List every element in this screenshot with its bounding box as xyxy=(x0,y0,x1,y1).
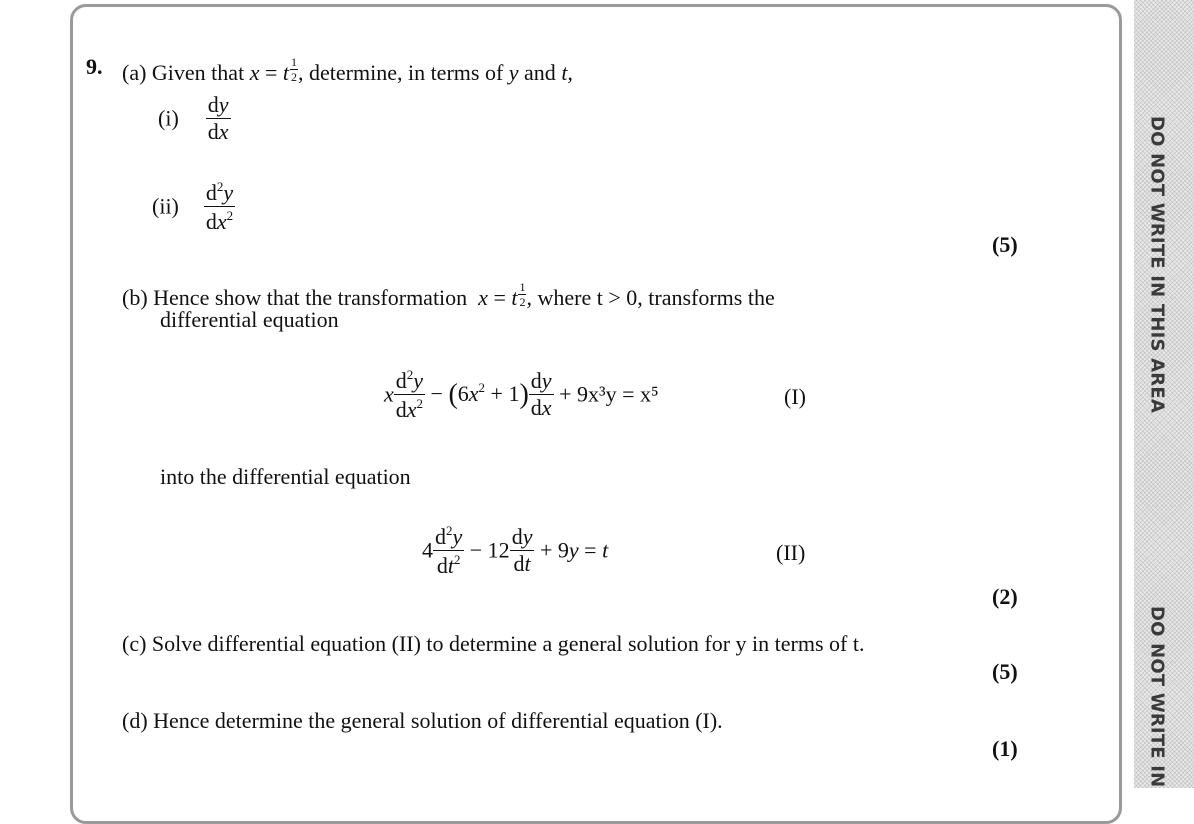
question-number: 9. xyxy=(86,54,103,79)
equation-2: 4 $\frac{d^2y}{dt^2}$ − 12 $\frac{dy}{dt}$ + 9y = t xyxy=(422,523,609,578)
part-c: (c) Solve differential equation (II) to determine a general solution for y in terms of t. xyxy=(122,631,865,656)
equation-2-label: (II) xyxy=(776,540,806,565)
half-exponent: $\frac{1}{2}$ xyxy=(291,55,297,84)
part-a-marks: (5) xyxy=(992,232,1018,257)
equation-1: x $\frac{d^2y}{dx^2}$ − $(6x^2 + 1)$ $\frac{dy}{dx}$ + 9x³y = x⁵ xyxy=(384,367,659,422)
part-a-stem: (a) Given that x = t $\frac{1}{2}$ , determine, in terms of y and t, xyxy=(122,55,573,85)
part-b-line1: (b) Hence show that the transformation x = t $\frac{1}{2}$ , where t > 0, transforms the xyxy=(122,280,775,310)
part-b-line2: differential equation xyxy=(160,307,339,332)
part-a-ii: (ii) $\frac{d^2y}{dx^2}$ xyxy=(152,179,234,234)
d2y-dx2: $\frac{d^2y}{dx^2}$ xyxy=(205,179,234,234)
part-b-marks: (2) xyxy=(992,584,1018,609)
part-a-i: (i) $\frac{dy}{dx}$ xyxy=(158,92,229,144)
part-d: (d) Hence determine the general solution of differential equation (I). xyxy=(122,708,723,733)
part-d-marks: (1) xyxy=(992,736,1018,761)
part-b-into: into the differential equation xyxy=(160,464,411,489)
part-c-marks: (5) xyxy=(992,659,1018,684)
equation-1-rhs: + 9x³y = x⁵ xyxy=(559,381,659,407)
equation-1-label: (I) xyxy=(784,384,806,409)
dy-dx: $\frac{dy}{dx}$ xyxy=(207,92,229,144)
